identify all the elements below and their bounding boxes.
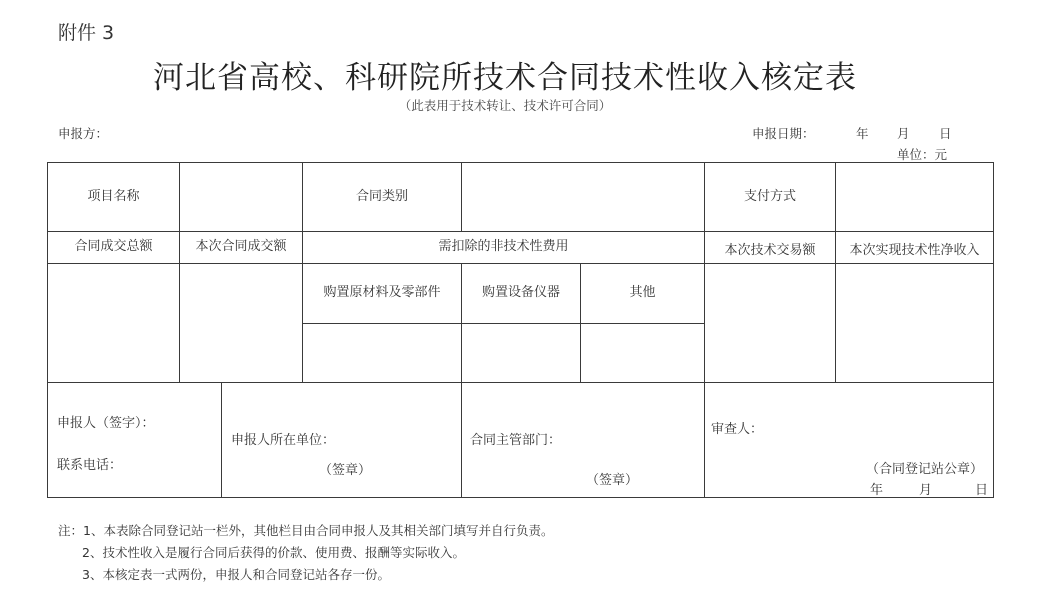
col-divider	[835, 163, 836, 231]
income-assessment-table	[47, 162, 994, 498]
current-amount-label: 本次合同成交额	[195, 238, 287, 254]
signer-label: 申报人（签字）：	[57, 416, 155, 431]
row-divider	[48, 382, 993, 383]
dept-seal-label: （签章）	[586, 473, 639, 488]
contract-type-label: 合同类别	[355, 188, 408, 204]
phone-label: 联系电话：	[57, 458, 123, 473]
unit-seal-label: （签章）	[319, 463, 372, 478]
form-subtitle: （此表用于技术转让、技术许可合同）	[398, 98, 612, 113]
date-month: 月	[897, 126, 910, 141]
col-divider	[461, 163, 462, 231]
date-year: 年	[856, 126, 869, 141]
station-seal-label: （合同登记站公章）	[866, 462, 984, 477]
unit-label: 单位：元	[897, 147, 948, 162]
total-amount-label: 合同成交总额	[74, 238, 153, 254]
form-title: 河北省高校、科研院所技术合同技术性收入核定表	[153, 60, 857, 96]
contract-dept-label: 合同主管部门：	[470, 433, 562, 448]
sign-year: 年	[870, 483, 884, 498]
equipment-label: 购置设备仪器	[481, 284, 560, 300]
payment-method-label: 支付方式	[743, 188, 796, 204]
date-day: 日	[939, 126, 952, 141]
applicant-label: 申报方：	[58, 126, 109, 141]
tech-trade-amount-label: 本次技术交易额	[724, 242, 816, 258]
col-divider	[704, 382, 705, 497]
materials-label: 购置原材料及零部件	[323, 284, 441, 300]
signer-unit-label: 申报人所在单位：	[231, 433, 336, 448]
net-income-label: 本次实现技术性净收入	[849, 242, 980, 258]
note-1: 注：1、本表除合同登记站一栏外，其他栏目由合同申报人及其相关部门填写并自行负责。	[58, 523, 554, 538]
sign-day: 日	[975, 483, 989, 498]
reviewer-label: 审查人：	[711, 422, 764, 437]
other-fees-label: 其他	[629, 284, 656, 300]
note-2: 2、技术性收入是履行合同后获得的价款、使用费、报酬等实际收入。	[82, 545, 465, 560]
col-divider	[179, 163, 180, 231]
project-name-label: 项目名称	[87, 188, 140, 204]
col-divider	[221, 382, 222, 497]
deductible-fees-label: 需扣除的非技术性费用	[438, 238, 569, 254]
date-label: 申报日期：	[752, 126, 815, 141]
sign-month: 月	[919, 483, 933, 498]
row-divider	[302, 323, 704, 324]
appendix-label: 附件 3	[58, 22, 115, 44]
note-3: 3、本核定表一式两份，申报人和合同登记站各存一份。	[82, 567, 390, 582]
col-divider	[461, 382, 462, 497]
